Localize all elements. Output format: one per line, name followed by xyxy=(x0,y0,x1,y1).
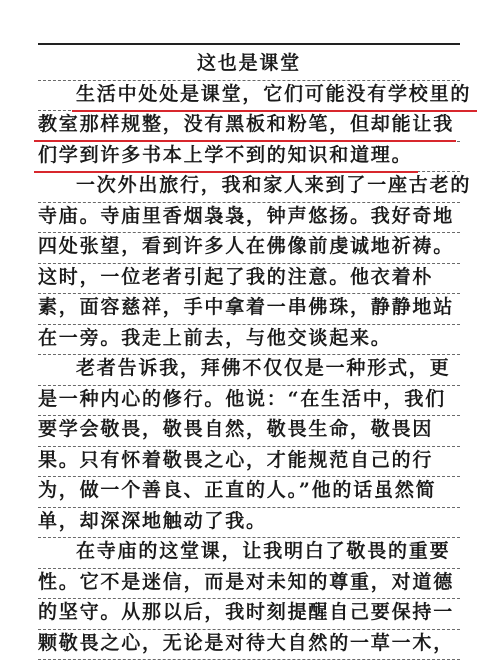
essay-line-10: 老者告诉我，拜佛不仅仅是一种形式，更 xyxy=(38,355,460,386)
essay-line-11: 是一种内心的修行。他说：“在生活中，我们 xyxy=(38,386,460,417)
essay-page xyxy=(38,50,472,660)
top-rule xyxy=(38,43,460,45)
essay-line-16: 在寺庙的这堂课，让我明白了敬畏的重要 xyxy=(38,538,460,569)
highlighted-sentence-part-2: 教室那样规整，没有黑板和粉笔，但却能让我 xyxy=(38,113,455,135)
essay-line-6: 四处张望，看到许多人在佛像前虔诚地祈祷。 xyxy=(38,233,460,264)
essay-line-2 xyxy=(38,111,460,142)
essay-title: 这也是课堂 xyxy=(38,50,460,81)
essay-line-14: 为，做一个善良、正直的人。”他的话虽然简 xyxy=(38,477,460,508)
essay-line-18: 的坚守。从那以后，我时刻提醒自己要保持一 xyxy=(38,599,460,630)
essay-line-12: 要学会敬畏，敬畏自然，敬畏生命，敬畏因 xyxy=(38,416,460,447)
essay-line-5: 寺庙。寺庙里香烟袅袅，钟声悠扬。我好奇地 xyxy=(38,203,460,234)
essay-line-19: 颗敬畏之心，无论是对待大自然的一草一木， xyxy=(38,630,460,661)
essay-line-8: 素，面容慈祥，手中拿着一串佛珠，静静地站 xyxy=(38,294,460,325)
essay-line-1 xyxy=(38,81,472,112)
highlighted-sentence-part-3: 们学到许多书本上学不到的知识和道理。 xyxy=(38,143,413,166)
essay-line-7: 这时，一位老者引起了我的注意。他衣着朴 xyxy=(38,264,460,295)
essay-line-3 xyxy=(38,142,460,173)
essay-line-15: 单，却深深地触动了我。 xyxy=(38,508,460,539)
highlighted-sentence-part-1: 生活中处处是课堂，它们可能没有学校里的 xyxy=(76,82,472,105)
essay-line-13: 果。只有怀着敬畏之心，才能规范自己的行 xyxy=(38,447,460,478)
essay-line-9: 在一旁。我走上前去，与他交谈起来。 xyxy=(38,325,460,356)
essay-line-4: 一次外出旅行，我和家人来到了一座古老的 xyxy=(38,172,460,203)
essay-line-17: 性。它不是迷信，而是对未知的尊重，对道德 xyxy=(38,569,460,600)
